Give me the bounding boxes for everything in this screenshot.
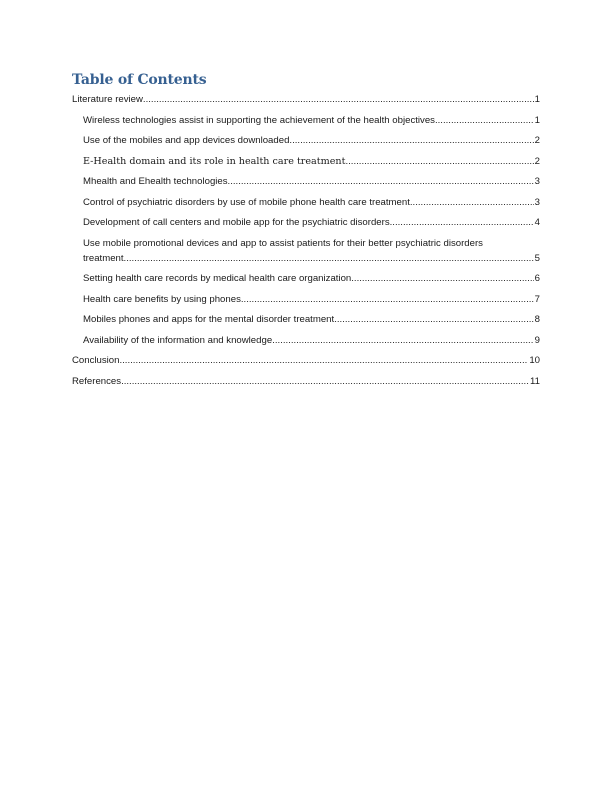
toc-entry-page: 8	[534, 314, 540, 325]
toc-entry-label: References	[72, 375, 122, 387]
toc-entry-wireless-technologies[interactable]	[72, 115, 540, 127]
toc-leader-dots	[124, 253, 534, 265]
toc-entry-page: 2	[534, 155, 540, 167]
toc-entry-page: 9	[534, 334, 540, 346]
toc-entry-label: Use of the mobiles and app devices downloaded	[83, 135, 290, 146]
toc-entry-label: Control of psychiatric disorders by use of mobile phone health care treatment	[83, 196, 410, 208]
toc-entry-mobiles-app-devices[interactable]	[72, 135, 540, 147]
toc-entry-control-psychiatric-disorders[interactable]	[72, 197, 540, 209]
toc-entry-page: 11	[530, 375, 540, 387]
toc-leader-dots	[121, 376, 529, 388]
toc-entry-page: 2	[534, 135, 540, 146]
toc-list	[72, 94, 540, 388]
toc-leader-dots	[119, 355, 528, 367]
toc-entry-label-line1: Use mobile promotional devices and app to assist patients for their better psychiatric disorders	[83, 237, 483, 249]
toc-leader-dots	[390, 217, 534, 229]
toc-leader-dots	[289, 135, 533, 147]
toc-entry-label: Health care benefits by using phones	[83, 293, 241, 305]
toc-entry-e-health-domain[interactable]	[72, 156, 540, 168]
toc-entry-literature-review[interactable]	[72, 94, 540, 106]
toc-entry-page: 5	[534, 252, 540, 264]
toc-title: Table of Contents	[72, 72, 207, 88]
toc-entry-page: 3	[534, 176, 540, 187]
toc-entry-label: Setting health care records by medical health care organization	[83, 273, 352, 284]
toc-leader-dots	[351, 273, 533, 285]
toc-entry-page: 7	[534, 293, 540, 305]
toc-leader-dots	[143, 94, 534, 106]
toc-leader-dots	[345, 156, 533, 168]
toc-entry-health-care-records[interactable]	[72, 273, 540, 285]
toc-leader-dots	[334, 314, 533, 326]
toc-entry-page: 1	[534, 114, 540, 126]
toc-entry-label: Mobiles phones and apps for the mental disorder treatment	[83, 314, 335, 325]
toc-entry-references[interactable]	[72, 376, 540, 388]
toc-entry-conclusion[interactable]	[72, 355, 540, 367]
toc-entry-label: Literature review	[72, 94, 143, 105]
toc-entry-health-care-benefits[interactable]	[72, 294, 540, 306]
toc-entry-label: E-Health domain and its role in health care treatment	[83, 155, 346, 167]
toc-entry-call-centers[interactable]	[72, 217, 540, 229]
toc-entry-page: 10	[529, 355, 540, 366]
toc-leader-dots	[272, 335, 534, 347]
toc-leader-dots	[410, 197, 534, 209]
toc-entry-mhealth-ehealth[interactable]	[72, 176, 540, 188]
toc-entry-label: Mhealth and Ehealth technologies	[83, 176, 228, 187]
toc-entry-label: Development of call centers and mobile app for the psychiatric disorders	[83, 217, 390, 228]
toc-entry-page: 6	[534, 273, 540, 284]
toc-entry-label-line2: treatment	[83, 252, 124, 264]
table-of-contents	[72, 71, 540, 388]
toc-leader-dots	[435, 115, 534, 127]
toc-entry-mobile-promotional-devices[interactable]	[72, 238, 540, 265]
toc-entry-label: Availability of the information and knowledge	[83, 334, 273, 346]
toc-entry-availability-information[interactable]	[72, 335, 540, 347]
toc-entry-page: 3	[534, 196, 540, 208]
toc-entry-label: Conclusion	[72, 355, 120, 366]
toc-entry-page: 4	[534, 217, 540, 228]
toc-leader-dots	[228, 176, 534, 188]
toc-entry-page: 1	[534, 94, 540, 105]
toc-entry-label: Wireless technologies assist in supporting the achievement of the health objectives	[83, 114, 435, 126]
toc-leader-dots	[241, 294, 534, 306]
toc-entry-mobile-phones-apps[interactable]	[72, 314, 540, 326]
